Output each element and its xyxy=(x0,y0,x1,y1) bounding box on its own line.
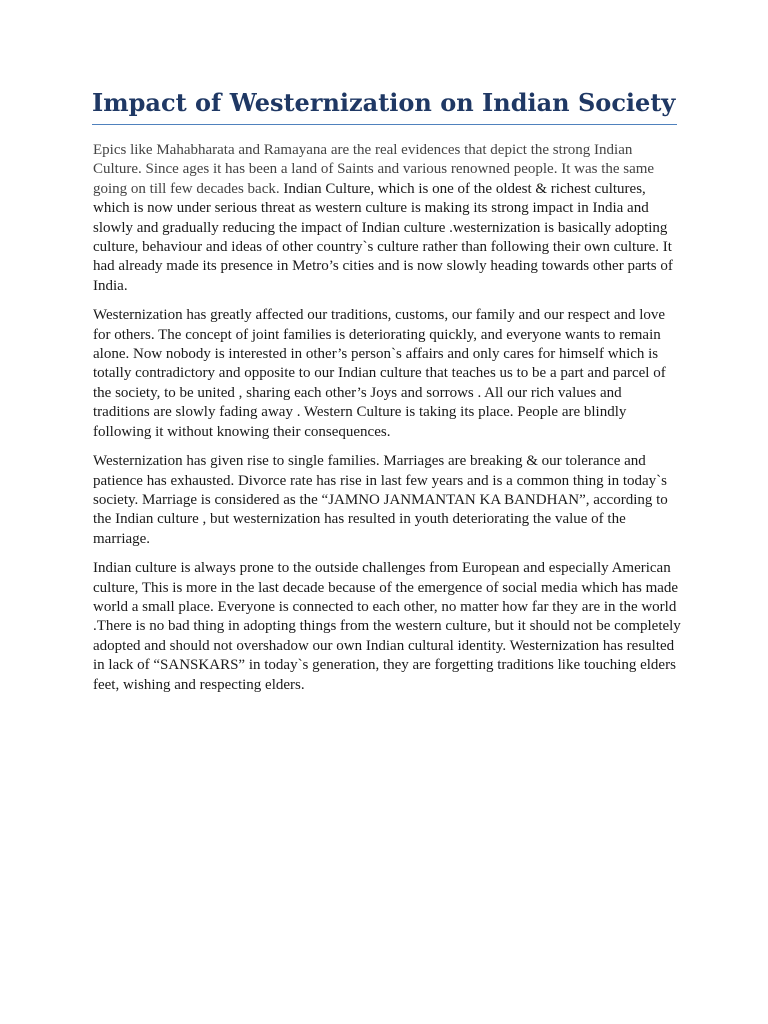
paragraph-4: Indian culture is always prone to the outside challenges from European and especially American culture, This is more in the last decade because of the emergence of social media which has made world a small place. Everyone is connected to each other, no matter how far they are in the world .There is no bad thing in adopting things from the western culture, but it should not be completely adopted and should not overshadow our own Indian cultural identity. Westernization has resulted in lack of “SANSKARS” in today`s generation, they are forgetting traditions like touching elders feet, wishing and respecting elders. xyxy=(93,560,681,693)
title-underline-rule xyxy=(92,124,677,125)
document-title: Impact of Westernization on Indian Society xyxy=(92,88,676,117)
paragraph-1 xyxy=(93,141,681,296)
paragraph-2: Westernization has greatly affected our traditions, customs, our family and our respect and love for others. The concept of joint families is deteriorating quickly, and everyone wants to remain alone. Now nobody is interested in other’s person`s affairs and only cares for himself which is totally contradictory and opposite to our Indian culture that teaches us to be a part and parcel of the society, to be united , sharing each other’s Joys and sorrows . All our rich values and traditions are slowly fading away . Western Culture is taking its place. People are blindly following it without knowing their consequences. xyxy=(93,307,666,440)
paragraph-1-lead: Epics like Mahabharata and Ramayana are the real evidences that depict the strong Indian Culture. Since ages it has been a land of Saints and various renowned people. It was the same going on till few decades back. xyxy=(93,142,655,197)
paragraph-3: Westernization has given rise to single families. Marriages are breaking & our tolerance and patience has exhausted. Divorce rate has rise in last few years and is a common thing in today`s society. Marriage is considered as the “JAMNO JANMANTAN KA BANDHAN”, according to the Indian culture , but westernization has resulted in youth deteriorating the value of the marriage. xyxy=(93,453,668,547)
document-body xyxy=(93,141,681,705)
paragraph-1-text: Indian Culture, which is one of the oldest & richest cultures, which is now under serious threat as western culture is making its strong impact in India and slowly and gradually reducing the impact of Indian culture .westernization is basically adopting culture, behaviour and ideas of other country`s culture rather than following their own culture. It had already made its presence in Metro’s cities and is now slowly heading towards other parts of India. xyxy=(93,180,673,294)
